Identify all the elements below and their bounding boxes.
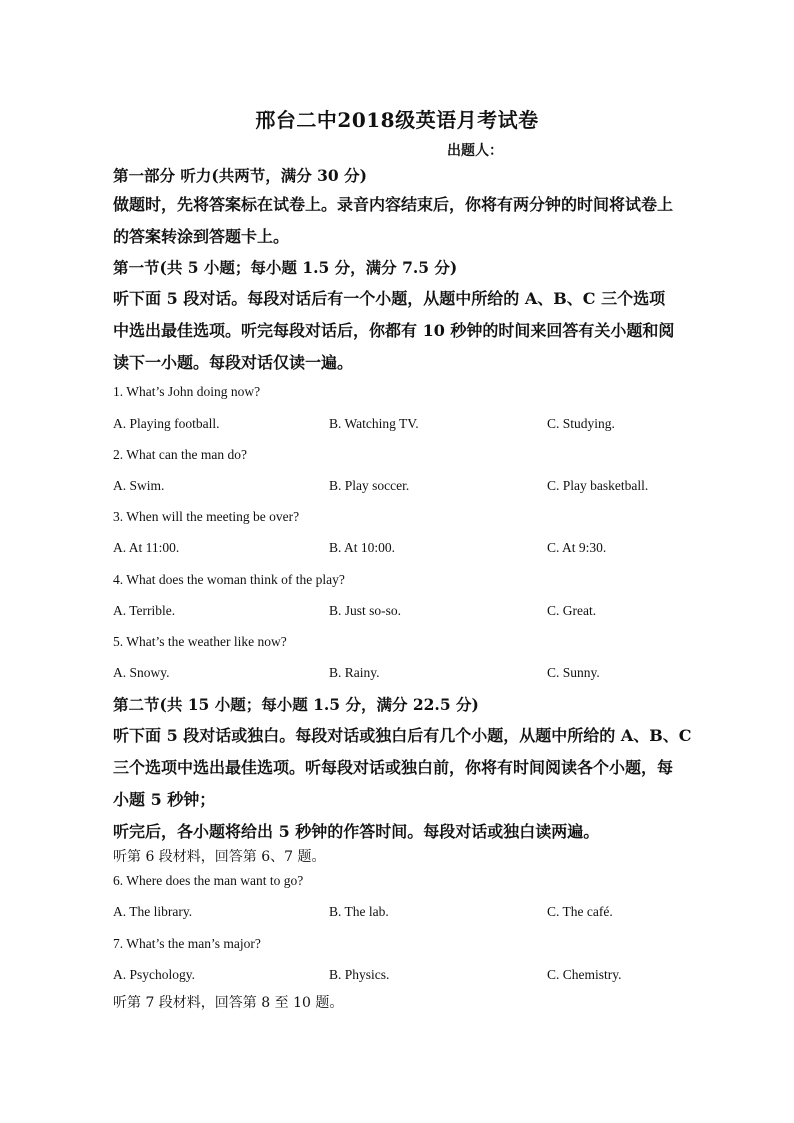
option-b: B. The lab. — [329, 904, 389, 919]
question-stem: 2. What can the man do? — [113, 447, 247, 462]
instruction-line: 读下一小题。每段对话仅读一遍。 — [113, 353, 354, 372]
option-a: A. Psychology. — [113, 967, 196, 982]
option-c: C. At 9:30. — [547, 540, 607, 555]
question-stem: 1. What’s John doing now? — [113, 384, 261, 399]
option-b: B. Watching TV. — [329, 416, 419, 431]
option-a: A. Snowy. — [113, 665, 170, 680]
option-b: B. Physics. — [329, 967, 390, 982]
option-a: A. Swim. — [113, 478, 165, 493]
question-stem: 4. What does the woman think of the play? — [113, 572, 345, 587]
question-stem: 5. What’s the weather like now? — [113, 634, 287, 649]
section2-heading: 第二节(共 15 小题；每小题 1.5 分，满分 22.5 分) — [113, 695, 479, 714]
instruction-line: 三个选项中选出最佳选项。听每段对话或独白前，你将有时间阅读各个小题，每 — [113, 758, 674, 777]
option-a: A. At 11:00. — [113, 540, 180, 555]
instruction-line: 中选出最佳选项。听完每段对话后，你都有 10 秒钟的时间来回答有关小题和阅 — [113, 321, 675, 340]
option-b: B. Play soccer. — [329, 478, 410, 493]
part1-heading: 第一部分 听力(共两节，满分 30 分) — [113, 166, 367, 185]
option-c: C. Chemistry. — [547, 967, 622, 982]
question-stem: 7. What’s the man’s major? — [113, 936, 261, 951]
option-c: C. Sunny. — [547, 665, 600, 680]
section1-instructions — [113, 283, 685, 379]
option-a: A. The library. — [113, 904, 193, 919]
option-c: C. Play basketball. — [547, 478, 649, 493]
instruction-line: 小题 5 秒钟； — [113, 790, 216, 809]
question-stem: 6. Where does the man want to go? — [113, 873, 304, 888]
option-c: C. The café. — [547, 904, 613, 919]
question-stem: 3. When will the meeting be over? — [113, 509, 300, 524]
instruction-line: 听下面 5 段对话或独白。每段对话或独白后有几个小题，从题中所给的 A、B、C — [113, 726, 692, 745]
section2-instructions — [113, 720, 692, 848]
part1-instructions — [113, 189, 685, 253]
listening-note: 听第 6 段材料，回答第 6、7 题。 — [113, 849, 326, 865]
option-c: C. Studying. — [547, 416, 615, 431]
option-c: C. Great. — [547, 603, 597, 618]
option-b: B. At 10:00. — [329, 540, 396, 555]
instruction-line: 的答案转涂到答题卡上。 — [113, 227, 290, 246]
instruction-line: 听完后，各小题将给出 5 秒钟的作答时间。每段对话或独白读两遍。 — [113, 822, 600, 841]
author-label: 出题人： — [447, 143, 503, 159]
option-a: A. Playing football. — [113, 416, 220, 431]
instruction-line: 做题时，先将答案标在试卷上。录音内容结束后，你将有两分钟的时间将试卷上 — [113, 195, 674, 214]
exam-title: 邢台二中2018级英语月考试卷 — [255, 108, 539, 132]
option-b: B. Rainy. — [329, 665, 380, 680]
instruction-line: 听下面 5 段对话。每段对话后有一个小题，从题中所给的 A、B、C 三个选项 — [113, 289, 666, 308]
option-a: A. Terrible. — [113, 603, 176, 618]
section1-heading: 第一节(共 5 小题；每小题 1.5 分，满分 7.5 分) — [113, 258, 458, 277]
option-b: B. Just so-so. — [329, 603, 402, 618]
listening-note: 听第 7 段材料，回答第 8 至 10 题。 — [113, 995, 344, 1011]
